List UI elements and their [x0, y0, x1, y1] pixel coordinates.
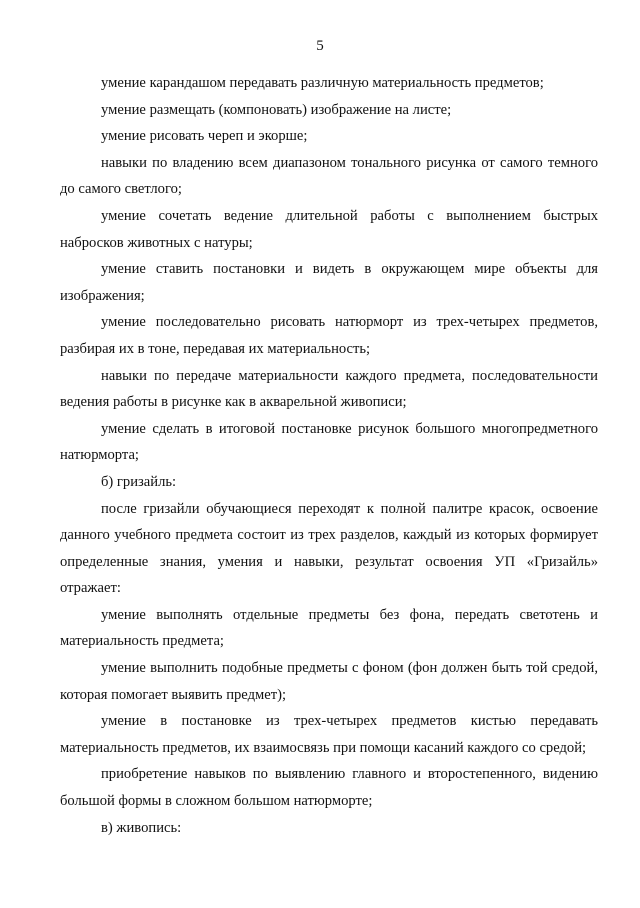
- paragraph-objects-with-background: умение выполнить подобные предметы с фоном (фон должен быть той средой, которая помогает выявить предмет);: [60, 660, 598, 703]
- paragraph-final-still-life: умение сделать в итоговой постановке рисунок большого многопредметного натюрморта;: [60, 420, 598, 464]
- section-heading-painting: в) живопись:: [101, 819, 182, 836]
- page-number: 5: [316, 38, 324, 54]
- document-body: [60, 70, 598, 841]
- paragraph-still-life-sequence: умение последовательно рисовать натюрморт из трех-четырех предметов, разбирая их в тоне, передавая их материальность;: [60, 314, 598, 357]
- paragraph-skull-ecorche: умение рисовать череп и экорше;: [101, 128, 308, 145]
- paragraph-materiality-skills: навыки по передаче материальности каждого предмета, последовательности ведения работы в рисунке как в акварельной живописи;: [60, 367, 598, 411]
- paragraph-setups-objects: умение ставить постановки и видеть в окружающем мире объекты для изображения;: [60, 261, 598, 304]
- paragraph-long-work-sketches: умение сочетать ведение длительной работы с выполнением быстрых набросков животных с натуры;: [60, 207, 598, 251]
- paragraph-grisaille-intro: после гризайли обучающиеся переходят к полной палитре красок, освоение данного учебного предмета состоит из трех разделов, каждый из которых формирует определенные знания, умения и навыки, результат освоения УП «Гризайль» отражает:: [60, 500, 598, 597]
- paragraph-objects-without-background: умение выполнять отдельные предметы без фона, передать светотень и материальность предмета;: [60, 606, 598, 650]
- paragraph-composition: умение размещать (компоновать) изображение на листе;: [101, 101, 452, 118]
- paragraph-brush-materiality: умение в постановке из трех-четырех предметов кистью передавать материальность предметов, их взаимосвязь при помощи касаний каждого со средой;: [60, 713, 598, 756]
- paragraph-main-secondary: приобретение навыков по выявлению главного и второстепенного, видению большой формы в сложном большом натюрморте;: [60, 766, 598, 810]
- section-heading-grisaille: б) гризайль:: [101, 473, 177, 490]
- paragraph-tonal-range: навыки по владению всем диапазоном тонального рисунка от самого темного до самого светлого;: [60, 154, 598, 198]
- paragraph-pencil-materiality: умение карандашом передавать различную материальность предметов;: [101, 75, 544, 91]
